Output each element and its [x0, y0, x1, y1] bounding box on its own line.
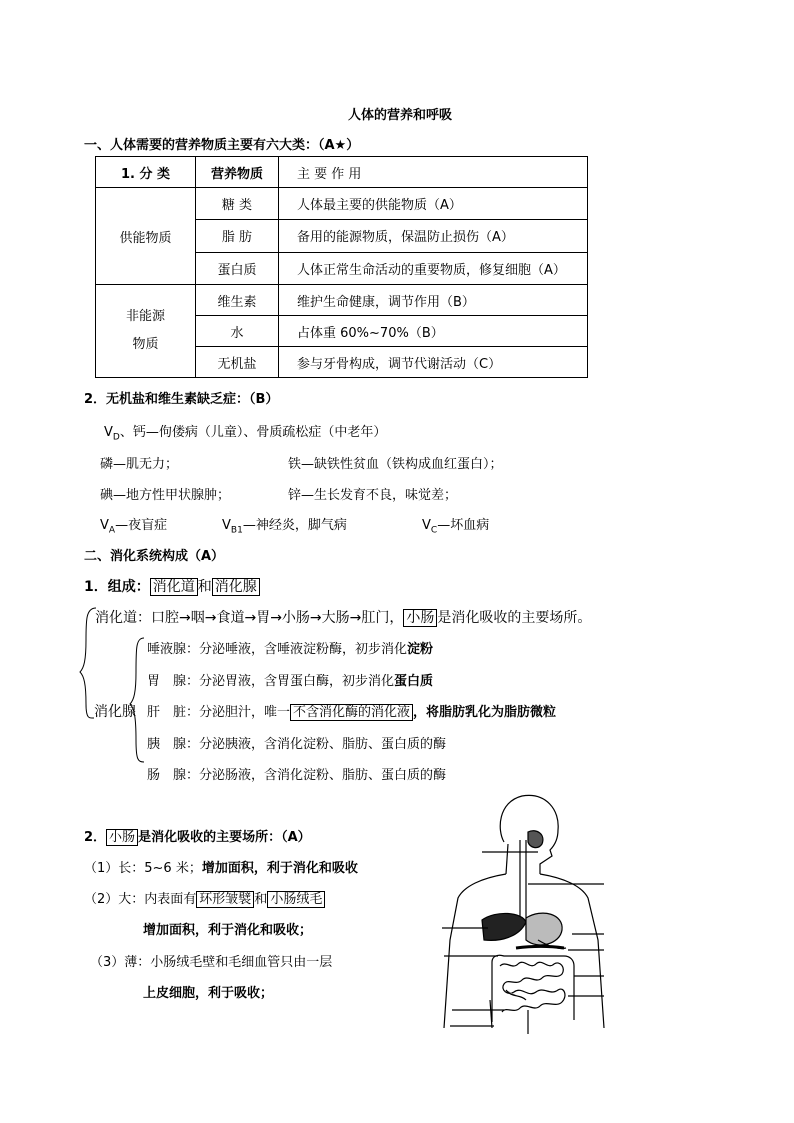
group-non-energy-line1: 非能源	[125, 309, 165, 324]
section4-prefix: 2．	[84, 830, 107, 845]
boxed-term: 小肠	[403, 609, 437, 627]
si-thin-line2: 上皮细胞，利于吸收；	[143, 986, 274, 1001]
gland-bold: 淀粉	[407, 642, 434, 657]
deficiency-vc	[422, 514, 489, 536]
si-thin: （3）薄：小肠绒毛壁和毛细血管只由一层	[90, 955, 333, 970]
tract-text: 消化道：口腔→咽→食道→胃→小肠→大肠→肛门，	[95, 610, 404, 626]
connector-text: 和	[197, 579, 212, 595]
gland-bold: 蛋白质	[394, 674, 434, 689]
vitamin-sub: A	[108, 525, 116, 536]
digestive-brace	[78, 600, 148, 780]
glands-label: 消化腺	[94, 704, 136, 720]
gland-stomach	[147, 670, 433, 689]
group-energy: 供能物质	[96, 188, 196, 285]
function-cell: 人体正常生命活动的重要物质，修复细胞（A）	[279, 252, 588, 284]
section4-heading-rest: 是消化吸收的主要场所：（A）	[138, 830, 311, 845]
si-long	[84, 857, 358, 876]
table-header-row	[96, 157, 588, 188]
tract-suffix: 是消化吸收的主要场所。	[437, 610, 592, 626]
nutrient-cell: 糖 类	[196, 188, 279, 220]
function-cell: 参与牙骨构成，调节代谢活动（C）	[279, 347, 588, 378]
gland-saliva	[147, 638, 433, 657]
function-cell: 备用的能源物质，保温防止损伤（A）	[279, 220, 588, 252]
gland-bold: ，将脂肪乳化为脂肪微粒	[413, 705, 557, 720]
deficiency-zn: 锌—生长发育不良，味觉差；	[288, 488, 458, 503]
si-text: （2）大：内表面有	[84, 892, 197, 907]
group-non-energy	[96, 285, 196, 378]
deficiency-fe: 铁—缺铁性贫血（铁构成血红蛋白）；	[288, 457, 503, 472]
vitamin-sub: C	[430, 525, 438, 536]
gland-text: 唾液腺：分泌唾液，含唾液淀粉酶，初步消化	[147, 642, 408, 657]
boxed-term: 小肠	[106, 829, 138, 846]
si-text: （1）长：5~6 米；	[84, 861, 202, 876]
gland-liver	[147, 701, 556, 720]
nutrient-cell: 脂 肪	[196, 220, 279, 252]
deficiency-va	[100, 514, 167, 536]
composition-line	[84, 576, 260, 596]
deficiency-i: 碘—地方性甲状腺肿；	[100, 488, 231, 503]
section2-heading: 2．无机盐和维生素缺乏症：（B）	[84, 392, 279, 407]
group-non-energy-line2: 物质	[132, 337, 159, 352]
composition-prefix: 1．组成：	[84, 579, 150, 595]
deficiency-text: 、钙—佝偻病（儿童）、骨质疏松症（中老年）	[119, 425, 387, 440]
boxed-term: 消化腺	[212, 578, 260, 596]
boxed-term: 小肠绒毛	[267, 891, 325, 908]
vitamin-sub: B1	[230, 525, 243, 536]
gland-text: 胃 腺：分泌胃液，含胃蛋白酶，初步消化	[147, 674, 395, 689]
section4-heading	[84, 826, 311, 845]
page-title: 人体的营养和呼吸	[348, 108, 453, 123]
deficiency-text: —夜盲症	[115, 518, 168, 533]
si-bold: 增加面积，利于消化和吸收	[201, 861, 358, 876]
gland-intestine: 肠 腺：分泌肠液，含消化淀粉、脂肪、蛋白质的酶	[147, 768, 447, 783]
function-cell: 占体重 60%~70%（B）	[279, 316, 588, 347]
nutrient-table	[95, 156, 588, 378]
deficiency-vb1	[222, 514, 347, 536]
deficiency-p: 磷—肌无力；	[100, 457, 179, 472]
vitamin-letter: V	[104, 425, 113, 440]
deficiency-vd-line	[104, 421, 386, 443]
header-nutrient: 营养物质	[196, 157, 279, 188]
section3-heading: 二、消化系统构成（A）	[84, 549, 225, 564]
nutrient-cell: 无机盐	[196, 347, 279, 378]
boxed-term: 环形皱襞	[196, 891, 254, 908]
digestive-system-diagram	[442, 790, 612, 1040]
section1-heading: 一、人体需要的营养物质主要有六大类：（A★）	[84, 138, 360, 153]
boxed-term: 消化道	[150, 578, 198, 596]
nutrient-cell: 蛋白质	[196, 252, 279, 284]
deficiency-text: —神经炎，脚气病	[242, 518, 347, 533]
vitamin-letter: V	[100, 518, 109, 533]
nutrient-cell: 水	[196, 316, 279, 347]
table-row	[96, 188, 588, 220]
vitamin-letter: V	[222, 518, 231, 533]
nutrient-cell: 维生素	[196, 285, 279, 316]
si-big-line2: 增加面积，利于消化和吸收；	[143, 923, 313, 938]
tract-line	[95, 607, 591, 627]
function-cell: 维护生命健康，调节作用（B）	[279, 285, 588, 316]
header-function: 主 要 作 用	[279, 157, 588, 188]
boxed-term: 不含消化酶的消化液	[290, 704, 413, 721]
header-category: 1. 分 类	[96, 157, 196, 188]
connector-text: 和	[254, 892, 268, 907]
table-row	[96, 285, 588, 316]
vitamin-letter: V	[422, 518, 431, 533]
function-cell: 人体最主要的供能物质（A）	[279, 188, 588, 220]
gland-text: 肝 脏：分泌胆汁，唯一	[147, 705, 291, 720]
vitamin-sub: D	[112, 432, 120, 443]
gland-pancreas: 胰 腺：分泌胰液，含消化淀粉、脂肪、蛋白质的酶	[147, 737, 447, 752]
si-big	[84, 888, 325, 907]
deficiency-text: —坏血病	[437, 518, 490, 533]
